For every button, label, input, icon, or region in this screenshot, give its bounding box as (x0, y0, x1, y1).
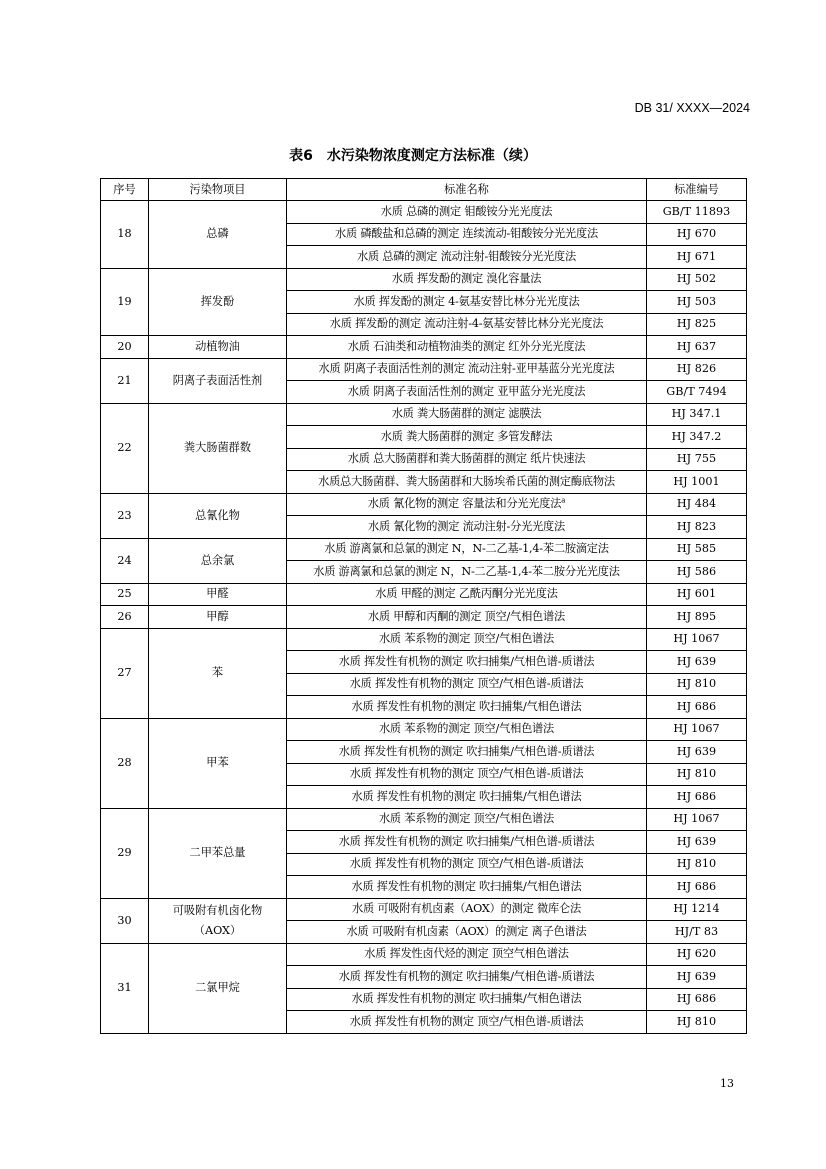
table-row (101, 493, 747, 516)
standard-name-text: 水质 可吸附有机卤素（AOX）的测定 离子色谱法 (346, 924, 587, 938)
standard-name (287, 876, 647, 899)
standard-code: HJ 601 (647, 583, 747, 606)
standard-name-text: 水质 苯系物的测定 顶空/气相色谱法 (378, 632, 555, 646)
table-row (101, 336, 747, 359)
standard-name (287, 966, 647, 989)
standard-name-text: 水质 粪大肠菌群的测定 多管发酵法 (380, 429, 553, 443)
standard-name-text: 水质 挥发性有机物的测定 吹扫捕集/气相色谱法 (351, 789, 582, 803)
standard-name-text: 水质 游离氯和总氯的测定 N，N-二乙基-1,4-苯二胺分光光度法 (313, 564, 620, 578)
row-number: 26 (101, 606, 149, 629)
pollutant-item: 粪大肠菌群数 (149, 403, 287, 493)
row-number: 21 (101, 358, 149, 403)
standard-name (287, 696, 647, 719)
table-row (101, 538, 747, 561)
standard-name (287, 268, 647, 291)
row-number: 29 (101, 808, 149, 898)
standard-name (287, 313, 647, 336)
row-number: 31 (101, 943, 149, 1033)
standard-name-text: 水质 挥发酚的测定 4-氨基安替比林分光光度法 (353, 294, 580, 308)
row-number: 24 (101, 538, 149, 583)
standard-name (287, 853, 647, 876)
standard-name (287, 223, 647, 246)
standard-code: HJ 620 (647, 943, 747, 966)
standard-code: HJ 639 (647, 966, 747, 989)
standard-name-text: 水质 阴离子表面活性剂的测定 流动注射-亚甲基蓝分光光度法 (318, 362, 615, 376)
standard-name (287, 673, 647, 696)
standard-name (287, 606, 647, 629)
row-number: 23 (101, 493, 149, 538)
standard-name-text: 水质 挥发性有机物的测定 顶空/气相色谱-质谱法 (349, 857, 584, 871)
standard-name-text: 水质 可吸附有机卤素（AOX）的测定 微库仑法 (352, 902, 581, 916)
standard-name (287, 516, 647, 539)
row-number: 20 (101, 336, 149, 359)
standard-name (287, 201, 647, 224)
standard-code: HJ 1067 (647, 808, 747, 831)
standard-code: HJ 347.1 (647, 403, 747, 426)
standard-name-text: 水质 总磷的测定 钼酸铵分光光度法 (380, 204, 553, 218)
standards-table (100, 178, 747, 1034)
pollutant-item: 动植物油 (149, 336, 287, 359)
standard-name-text: 水质 游离氯和总氯的测定 N，N-二乙基-1,4-苯二胺滴定法 (324, 542, 609, 556)
standard-code: HJ 671 (647, 246, 747, 269)
pollutant-item: 甲苯 (149, 718, 287, 808)
header-standard-code: 标准编号 (647, 179, 747, 201)
standard-name-text: 水质 挥发性有机物的测定 吹扫捕集/气相色谱-质谱法 (338, 744, 595, 758)
row-number: 19 (101, 268, 149, 336)
standard-code: GB/T 11893 (647, 201, 747, 224)
footnote-marker: a (561, 496, 566, 505)
standard-code: HJ 639 (647, 741, 747, 764)
row-number: 22 (101, 403, 149, 493)
standard-code: HJ 637 (647, 336, 747, 359)
standard-name-text: 水质 总磷的测定 流动注射-钼酸铵分光光度法 (356, 249, 577, 263)
standard-name-text: 水质 挥发性有机物的测定 顶空/气相色谱-质谱法 (349, 1014, 584, 1028)
row-number: 18 (101, 201, 149, 269)
pollutant-item-line: （AOX） (193, 923, 242, 937)
standard-name-text: 水质 阴离子表面活性剂的测定 亚甲蓝分光光度法 (347, 384, 586, 398)
standard-code: HJ 639 (647, 831, 747, 854)
standard-code: HJ 686 (647, 696, 747, 719)
standard-name-text: 水质 挥发性卤代烃的测定 顶空气相色谱法 (364, 947, 569, 961)
pollutant-item: 甲醛 (149, 583, 287, 606)
row-number: 30 (101, 898, 149, 943)
standard-code: HJ 823 (647, 516, 747, 539)
standard-name (287, 561, 647, 584)
standard-code: HJ 586 (647, 561, 747, 584)
standard-code: HJ 670 (647, 223, 747, 246)
standard-code: HJ 895 (647, 606, 747, 629)
standard-name-text: 水质 粪大肠菌群的测定 滤膜法 (391, 407, 542, 421)
standard-name (287, 786, 647, 809)
standard-code: HJ 639 (647, 651, 747, 674)
standard-name (287, 831, 647, 854)
standard-name-text: 水质 挥发性有机物的测定 吹扫捕集/气相色谱-质谱法 (338, 834, 595, 848)
standard-name (287, 988, 647, 1011)
standard-code: HJ 686 (647, 786, 747, 809)
standard-name (287, 448, 647, 471)
standard-code: HJ/T 83 (647, 921, 747, 944)
standard-name (287, 471, 647, 494)
pollutant-item (149, 898, 287, 943)
standard-name-text: 水质 甲醛的测定 乙酰丙酮分光光度法 (375, 587, 558, 601)
standard-name (287, 381, 647, 404)
standard-name (287, 628, 647, 651)
standard-name (287, 426, 647, 449)
table-row (101, 718, 747, 741)
row-number: 25 (101, 583, 149, 606)
standard-code: HJ 503 (647, 291, 747, 314)
standard-name (287, 808, 647, 831)
standard-code: HJ 810 (647, 673, 747, 696)
standard-name-text: 水质 磷酸盐和总磷的测定 连续流动-钼酸铵分光光度法 (334, 227, 598, 241)
standard-name (287, 403, 647, 426)
header-no: 序号 (101, 179, 149, 201)
table-row (101, 358, 747, 381)
standard-code: HJ 502 (647, 268, 747, 291)
standard-name (287, 1011, 647, 1034)
standard-code: HJ 347.2 (647, 426, 747, 449)
table-row (101, 268, 747, 291)
document-code: DB 31/ XXXX—2024 (634, 101, 750, 115)
table-row (101, 201, 747, 224)
table-title: 表6 水污染物浓度测定方法标准（续） (289, 148, 537, 164)
row-number: 27 (101, 628, 149, 718)
standard-code: GB/T 7494 (647, 381, 747, 404)
table-row (101, 943, 747, 966)
standard-name-text: 水质 苯系物的测定 顶空/气相色谱法 (378, 812, 555, 826)
pollutant-item: 苯 (149, 628, 287, 718)
standard-name-text: 水质 挥发性有机物的测定 顶空/气相色谱-质谱法 (349, 677, 584, 691)
standard-name (287, 741, 647, 764)
table-row (101, 583, 747, 606)
standard-code: HJ 825 (647, 313, 747, 336)
standard-code: HJ 826 (647, 358, 747, 381)
pollutant-item: 阴离子表面活性剂 (149, 358, 287, 403)
standard-name (287, 718, 647, 741)
standard-name-text: 水质 挥发酚的测定 流动注射-4-氨基安替比林分光光度法 (329, 317, 604, 331)
standard-code: HJ 810 (647, 853, 747, 876)
standard-name-text: 水质 氰化物的测定 流动注射-分光光度法 (367, 519, 566, 533)
table-row (101, 606, 747, 629)
table-row (101, 403, 747, 426)
standard-name (287, 336, 647, 359)
standard-name (287, 493, 647, 516)
standard-name-text: 水质 石油类和动植物油类的测定 红外分光光度法 (347, 339, 586, 353)
standard-code: HJ 1067 (647, 628, 747, 651)
pollutant-item: 挥发酚 (149, 268, 287, 336)
standard-code: HJ 686 (647, 988, 747, 1011)
pollutant-item-line: 可吸附有机卤化物 (172, 903, 263, 917)
table-header-row (101, 179, 747, 201)
standard-name-text: 水质 挥发性有机物的测定 吹扫捕集/气相色谱法 (351, 699, 582, 713)
pollutant-item: 二氯甲烷 (149, 943, 287, 1033)
standard-name (287, 898, 647, 921)
standard-name-text: 水质 苯系物的测定 顶空/气相色谱法 (378, 722, 555, 736)
standard-name-text: 水质 总大肠菌群和粪大肠菌群的测定 纸片快速法 (347, 452, 586, 466)
standard-name (287, 291, 647, 314)
standard-code: HJ 810 (647, 1011, 747, 1034)
standard-code: HJ 1001 (647, 471, 747, 494)
standard-name-text: 水质 氰化物的测定 容量法和分光光度法 (367, 497, 562, 511)
standard-name-text: 水质 挥发性有机物的测定 顶空/气相色谱-质谱法 (349, 767, 584, 781)
header-standard-name: 标准名称 (287, 179, 647, 201)
standard-name-text: 水质 挥发性有机物的测定 吹扫捕集/气相色谱法 (351, 992, 582, 1006)
standard-code: HJ 810 (647, 763, 747, 786)
pollutant-item: 二甲苯总量 (149, 808, 287, 898)
row-number: 28 (101, 718, 149, 808)
standard-name (287, 246, 647, 269)
standard-name-text: 水质 挥发性有机物的测定 吹扫捕集/气相色谱法 (351, 879, 582, 893)
page-number: 13 (720, 1077, 734, 1090)
standard-name (287, 943, 647, 966)
table-row (101, 808, 747, 831)
standard-name-text: 水质 挥发性有机物的测定 吹扫捕集/气相色谱-质谱法 (338, 969, 595, 983)
standard-name-text: 水质总大肠菌群、粪大肠菌群和大肠埃希氏菌的测定酶底物法 (318, 474, 615, 488)
standard-name (287, 763, 647, 786)
standard-name (287, 651, 647, 674)
table-row (101, 898, 747, 921)
pollutant-item: 总余氯 (149, 538, 287, 583)
standard-name (287, 921, 647, 944)
standard-code: HJ 686 (647, 876, 747, 899)
pollutant-item: 总氰化物 (149, 493, 287, 538)
standard-name-text: 水质 挥发性有机物的测定 吹扫捕集/气相色谱-质谱法 (338, 654, 595, 668)
standard-code: HJ 585 (647, 538, 747, 561)
standard-name (287, 583, 647, 606)
header-pollutant: 污染物项目 (149, 179, 287, 201)
pollutant-item: 甲醇 (149, 606, 287, 629)
standard-code: HJ 1214 (647, 898, 747, 921)
standard-code: HJ 1067 (647, 718, 747, 741)
standard-name (287, 538, 647, 561)
table-row (101, 628, 747, 651)
standard-name-text: 水质 甲醇和丙酮的测定 顶空/气相色谱法 (367, 609, 566, 623)
standard-code: HJ 755 (647, 448, 747, 471)
standard-name-text: 水质 挥发酚的测定 溴化容量法 (391, 272, 542, 286)
pollutant-item: 总磷 (149, 201, 287, 269)
standard-code: HJ 484 (647, 493, 747, 516)
standard-name (287, 358, 647, 381)
